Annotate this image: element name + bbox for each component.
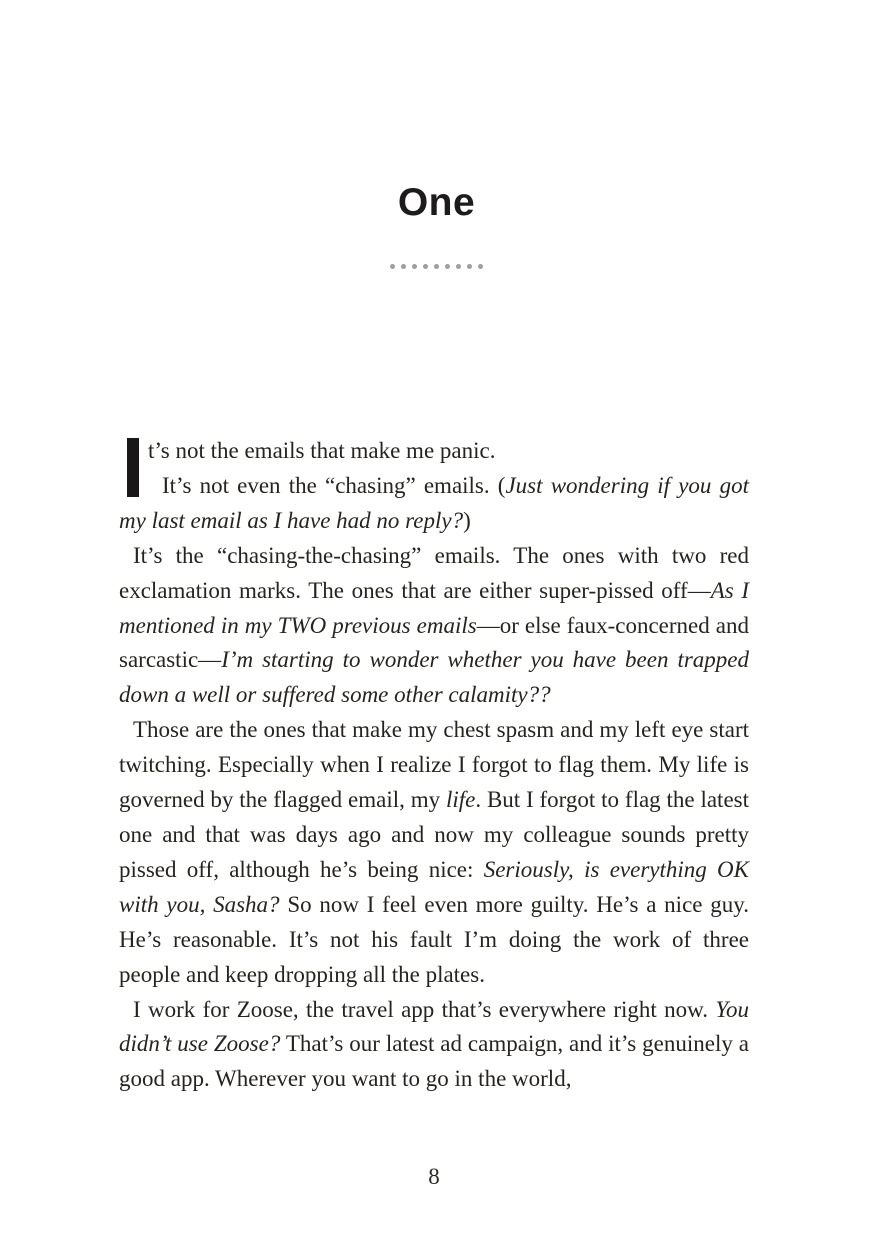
paragraph (119, 469, 749, 539)
text-run: It’s not even the “chasing” emails. ( (162, 472, 506, 498)
text-run: . But I forgot to flag the latest one and that was days ago and now my colleague sounds pretty pissed off, although he’s being nice: (119, 787, 749, 882)
text-run: As I mentioned in my TWO previous emails (119, 577, 749, 638)
ornament-dot (445, 264, 450, 269)
chapter-ornament (0, 264, 873, 269)
text-run: So now I feel even more guilty. He’s a nice guy. He’s reasonable. It’s not his fault I’m doing the work of three people and keep dropping all the plates. (119, 891, 750, 987)
text-run: Just wondering if you got my last email as I have had no reply? (119, 472, 749, 533)
text-run: t’s not the emails that make me panic. (148, 438, 496, 463)
ornament-dot (456, 264, 461, 269)
ornament-dot (467, 264, 472, 269)
ornament-dot (390, 264, 395, 269)
text-run: It’s the “chasing-the-chasing” emails. The ones with two red exclamation marks. The ones that are either super-pissed off— (119, 542, 749, 603)
text-run: Seriously, is everything OK with you, Sasha? (119, 856, 749, 917)
text-run: life (445, 787, 476, 813)
paragraph (119, 713, 749, 992)
ornament-dot (423, 264, 428, 269)
drop-cap (127, 438, 139, 497)
ornament-dot (434, 264, 439, 269)
text-run: I’m starting to wonder whether you have been trapped down a well or suffered some other calamity?? (119, 647, 749, 708)
ornament-dot (412, 264, 417, 269)
ornament-dot (401, 264, 406, 269)
page-number: 8 (428, 1164, 440, 1189)
ornament-dot (478, 264, 483, 269)
body-text (119, 434, 749, 1097)
paragraph (119, 539, 749, 714)
text-run: ) (463, 507, 471, 533)
paragraph (119, 434, 749, 469)
text-run: I work for Zoose, the travel app that’s everywhere right now. (133, 996, 716, 1022)
text-run: That’s our latest ad campaign, and it’s genuinely a good app. Wherever you want to go in the world, (119, 1031, 749, 1092)
text-run: —or else faux-concerned and sarcastic— (119, 612, 749, 673)
chapter-title: One (397, 181, 476, 224)
text-run: You didn’t use Zoose? (119, 996, 749, 1057)
text-run: Those are the ones that make my chest spasm and my left eye start twitching. Especially when I realize I forgot to flag them. My life is governed by the flagged email, my (119, 717, 749, 813)
paragraph (119, 993, 749, 1098)
